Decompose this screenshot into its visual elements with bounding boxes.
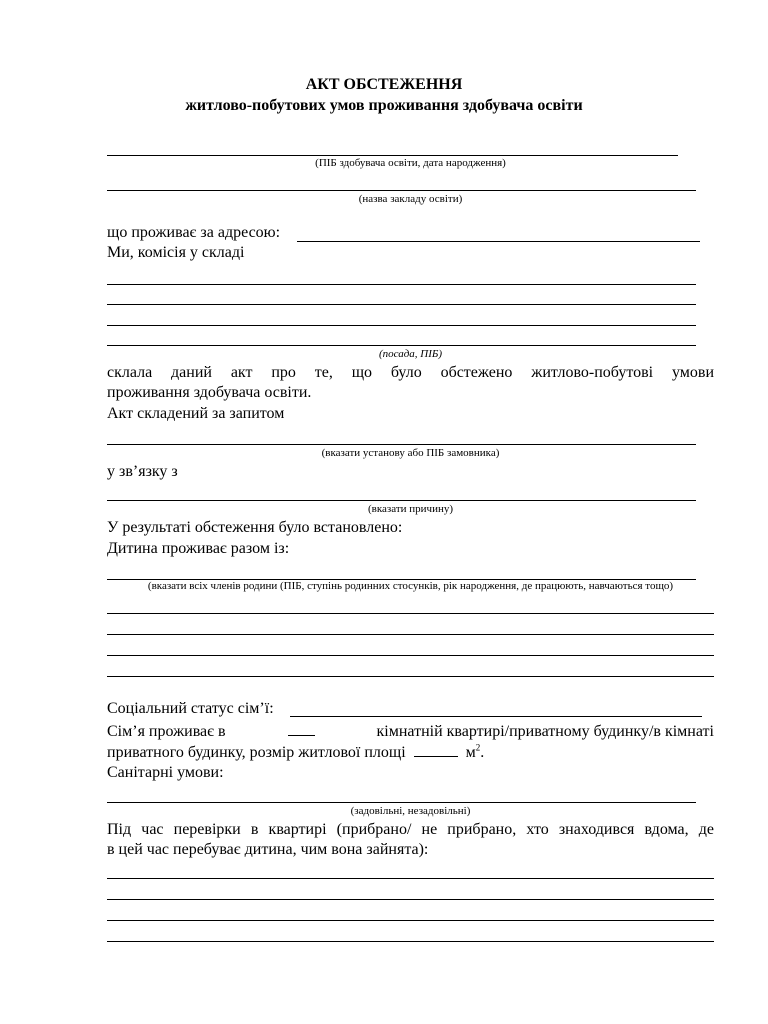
sanitary-label: Санітарні умови: [107, 764, 224, 781]
social-status-field[interactable] [290, 716, 702, 717]
reason-field[interactable] [107, 500, 696, 501]
living-area-text: приватного будинку, розмір житлової площі [107, 744, 406, 761]
requested-by-label: Акт складений за запитом [107, 405, 285, 422]
living-area-period: . [480, 744, 485, 761]
rooms-count-field[interactable] [288, 721, 315, 736]
family-members-field-5[interactable] [107, 676, 714, 677]
family-members-field-4[interactable] [107, 655, 714, 656]
student-name-caption: (ПІБ здобувача освіти, дата народження) [315, 157, 506, 169]
reason-label: у зв’язку з [107, 463, 178, 480]
family-members-caption: (вказати всіх членів родини (ПІБ, ступінь родинних стосунків, рік народження, де працюють, навчаються тощо) [147, 580, 674, 592]
inspection-field-1[interactable] [107, 878, 714, 879]
family-lives-text-b: кімнатній квартирі/приватному будинку/в кімнаті [376, 723, 714, 740]
requester-caption: (вказати установу або ПІБ замовника) [321, 447, 500, 459]
inspection-field-4[interactable] [107, 941, 714, 942]
inspection-line-2: в цей час перебуває дитина, чим вона зайнята): [107, 841, 429, 858]
sanitary-field[interactable] [107, 802, 696, 803]
student-name-field[interactable] [107, 155, 678, 156]
family-lives-text-a: Сім’я проживає в [107, 723, 226, 740]
child-lives-with-label: Дитина проживає разом із: [107, 540, 290, 557]
result-heading: У результаті обстеження було встановлено: [107, 519, 403, 536]
commission-field-4[interactable] [107, 345, 696, 346]
commission-caption: (посада, ПІБ) [378, 348, 443, 360]
living-area-unit-sup: 2 [475, 742, 481, 753]
commission-field-1[interactable] [107, 284, 696, 285]
requester-field[interactable] [107, 444, 696, 445]
school-name-field[interactable] [107, 190, 696, 191]
document-title: АКТ ОБСТЕЖЕННЯ [305, 76, 463, 93]
act-statement-line-2: проживання здобувача освіти. [107, 384, 312, 401]
address-label: що проживає за адресою: [107, 224, 281, 241]
commission-field-3[interactable] [107, 325, 696, 326]
family-members-field-3[interactable] [107, 634, 714, 635]
sanitary-caption: (задовільні, незадовільні) [350, 805, 471, 817]
inspection-field-3[interactable] [107, 920, 714, 921]
commission-label: Ми, комісія у складі [107, 244, 245, 261]
address-field[interactable] [297, 241, 700, 242]
reason-caption: (вказати причину) [367, 503, 454, 515]
living-area-unit: м [465, 744, 476, 761]
inspection-field-2[interactable] [107, 899, 714, 900]
social-status-label: Соціальний статус сім’ї: [107, 700, 274, 717]
inspection-line-1: Під час перевірки в квартирі (прибрано/ не прибрано, хто знаходився вдома, де [107, 821, 714, 838]
living-area-row [107, 742, 484, 762]
family-lives-row [107, 721, 714, 741]
living-area-field[interactable] [414, 742, 458, 757]
document-subtitle: житлово-побутових умов проживання здобувача освіти [185, 97, 583, 114]
commission-field-2[interactable] [107, 304, 696, 305]
act-statement-line-1: склала даний акт про те, що було обстежено житлово-побутові умови [107, 364, 714, 381]
school-name-caption: (назва закладу освіти) [358, 193, 463, 205]
family-members-field-2[interactable] [107, 613, 714, 614]
